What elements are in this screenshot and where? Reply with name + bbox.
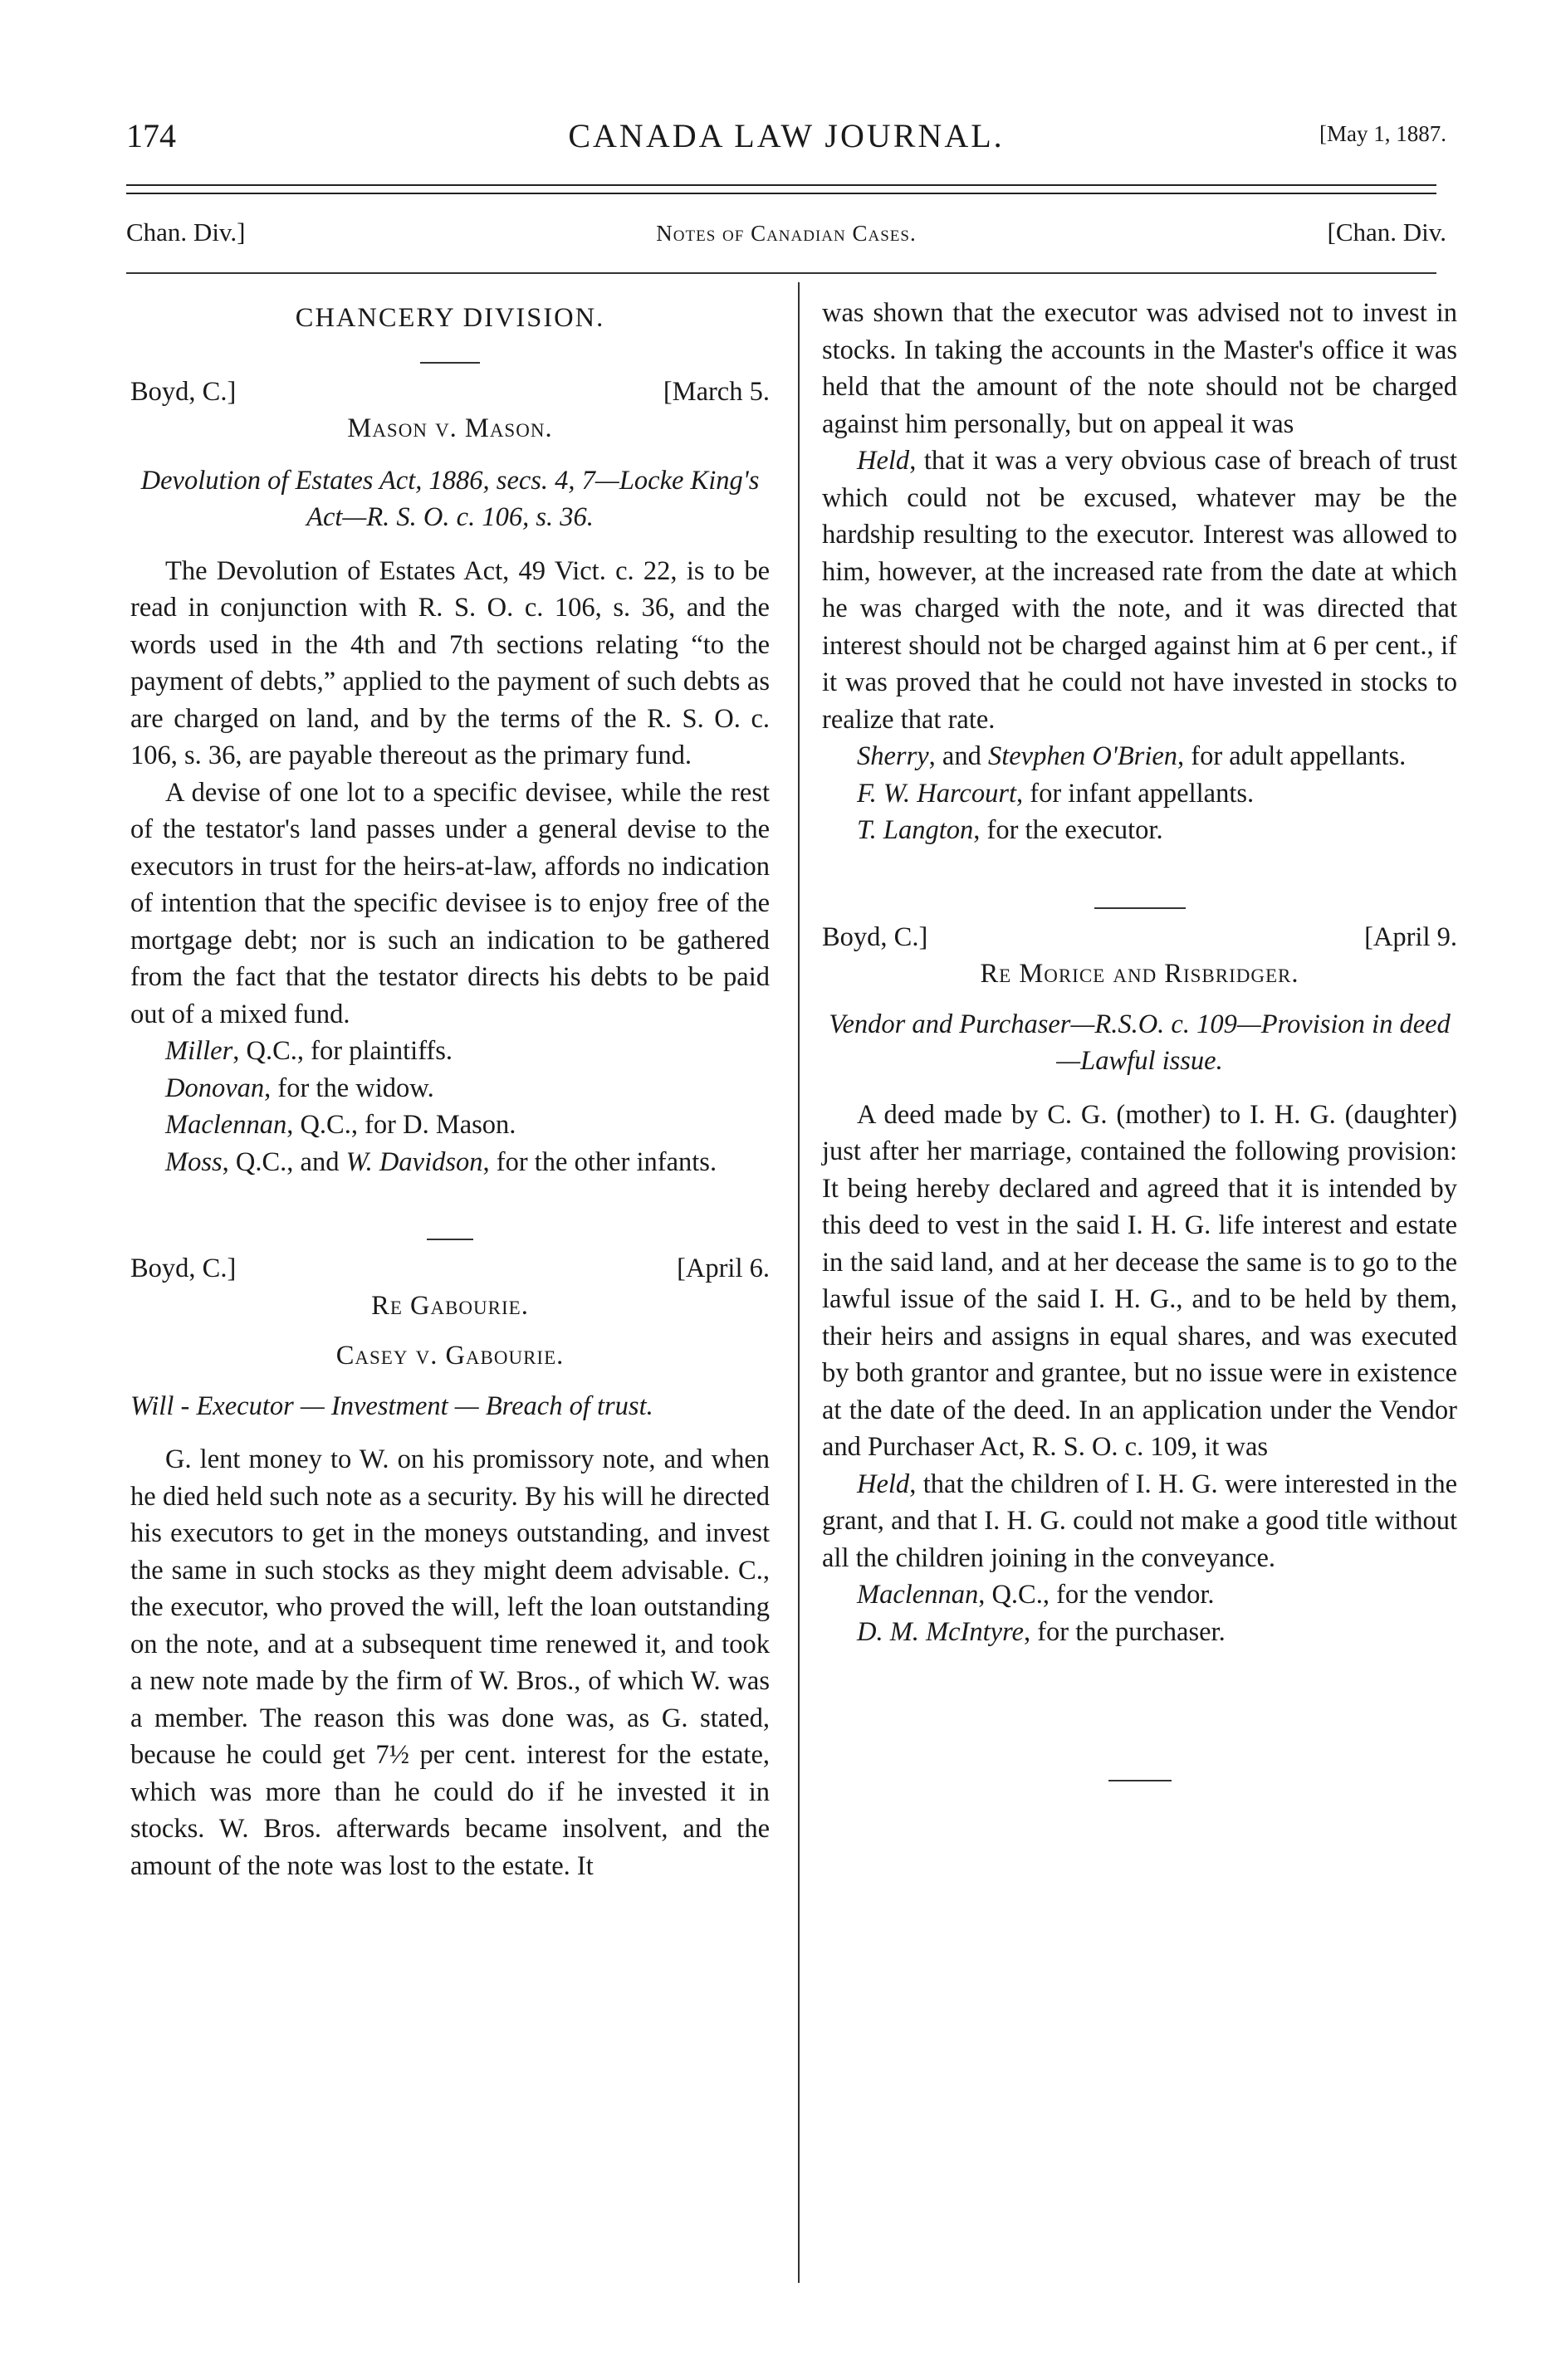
counsel-name: Maclennan	[857, 1580, 979, 1610]
holding-paragraph	[822, 1466, 1457, 1577]
counsel-role: , for the executor.	[973, 815, 1163, 845]
counsel-line	[822, 738, 1457, 775]
holding-text: , that it was a very obvious case of breach of trust which could not be excused, whatever may be the hardship resulting to the executor. Interest was allowed to him, however, at the increased rate from the date at which he was charged with the note, and it was directed that interest should not be charged against him at 6 per cent., if it was proved that he could not have invested in stocks to realize that rate.	[822, 446, 1457, 735]
column-divider	[798, 282, 800, 2283]
case-paragraph: A deed made by C. G. (mother) to I. H. G. (daughter) just after her marriage, contained the following provision: It being hereby declared and agreed that it is intended by this deed to vest in the said I. H. G. life interest and estate in the said land, and at her decease the same is to go to the lawful issue of the said I. H. G., and to be held by them, their heirs and assigns in equal shares, and was executed by both grantor and grantee, but no issue were in existence at the date of the deed. In an application under the Vendor and Purchaser Act, R. S. O. c. 109, it was	[822, 1099, 1457, 1462]
case-paragraph: G. lent money to W. on his promissory note, and when he died held such note as a security. By his will he directed his executors to get in the moneys outstanding, and invest the same in such stocks as they might deem advisable. C., the executor, who proved the will, left the loan outstanding on the note, and at a subsequent time renewed it, and took a new note made by the firm of W. Bros., of which W. was a member. The reason this was done was, as G. stated, because he could get 7½ per cent. interest for the estate, which was more than he could do if he invested it in stocks. W. Bros. afterwards became insolvent, and the amount of the note was lost to the estate. It	[130, 1444, 770, 1881]
issue-date: [May 1, 1887.	[1319, 121, 1446, 146]
case-title: Re Gabourie.	[371, 1290, 529, 1321]
counsel-name: Donovan	[165, 1073, 265, 1103]
case-judge-line	[130, 1250, 770, 1288]
case-judge-line	[822, 919, 1457, 956]
counsel-conjunction: , Q.C., and	[222, 1146, 346, 1177]
section-rule	[126, 272, 1436, 274]
counsel-line	[822, 1576, 1457, 1614]
counsel-line	[130, 1033, 770, 1070]
case-headnote: Devolution of Estates Act, 1886, secs. 4, 7—Locke King's Act—R. S. O. c. 106, s. 36.	[140, 465, 760, 532]
counsel-name: Miller	[165, 1036, 233, 1066]
left-column	[130, 295, 770, 1884]
counsel-line	[130, 1070, 770, 1107]
decision-date: [March 5.	[663, 376, 770, 407]
running-head	[126, 116, 1446, 166]
case-paragraph: The Devolution of Estates Act, 49 Vict. c. 22, is to be read in conjunction with R. S. O. c. 106, s. 36, and the words used in the 4th and 7th sections relating “to the payment of debts,” applied to the payment of such debts as are charged on land, and by the terms of the R. S. O. c. 106, s. 36, are payable thereout as the primary fund.	[130, 555, 770, 770]
short-rule	[1094, 907, 1186, 909]
decision-date: [April 6.	[677, 1254, 770, 1283]
short-rule	[427, 1239, 473, 1240]
counsel-line	[822, 812, 1457, 849]
division-heading: CHANCERY DIVISION.	[295, 303, 605, 333]
holding-text: , that the children of I. H. G. were interested in the grant, and that I. H. G. could not make a good title without all the children joining in the conveyance.	[822, 1469, 1457, 1573]
case-headnote: Vendor and Purchaser—R.S.O. c. 109—Provision in deed—Lawful issue.	[829, 1009, 1451, 1076]
counsel-role: , for the other infants.	[482, 1146, 717, 1177]
journal-title: CANADA LAW JOURNAL.	[568, 117, 1005, 154]
counsel-role: , for the widow.	[264, 1073, 434, 1103]
counsel-role: , Q.C., for the vendor.	[978, 1580, 1215, 1610]
counsel-line	[130, 1144, 770, 1181]
short-rule	[420, 362, 480, 364]
case-paragraph: A devise of one lot to a specific devisee, while the rest of the testator's land passes under a general devise to the executors in trust for the heirs-at-law, affords no indication of intention that the specific devisee is to enjoy free of the mortgage debt; nor is such an indication to be gathered from the fact that the testator directs his debts to be paid out of a mixed fund.	[130, 777, 770, 1029]
held-word: Held	[857, 446, 910, 476]
counsel-role: , for adult appellants.	[1177, 741, 1407, 771]
counsel-role: , for the purchaser.	[1023, 1616, 1226, 1647]
counsel-name: F. W. Harcourt	[857, 778, 1017, 809]
held-word: Held	[857, 1469, 910, 1499]
holding-paragraph	[822, 442, 1457, 738]
case-judge-line	[130, 374, 770, 411]
page-number: 174	[126, 117, 176, 154]
counsel-name: Stevphen O'Brien	[987, 741, 1178, 771]
counsel-line	[822, 1614, 1457, 1651]
counsel-name: T. Langton	[857, 815, 974, 845]
counsel-name: W. Davidson	[345, 1146, 483, 1177]
counsel-line	[822, 775, 1457, 813]
counsel-line	[130, 1107, 770, 1144]
case-title: Casey v. Gabourie.	[335, 1341, 565, 1371]
judge: Boyd, C.]	[130, 1254, 237, 1283]
section-head	[126, 217, 1446, 255]
header-double-rule	[126, 184, 1436, 194]
counsel-conjunction: , and	[928, 741, 988, 771]
left-court-label: Chan. Div.]	[126, 217, 246, 247]
counsel-name: Maclennan	[165, 1110, 287, 1140]
right-court-label: [Chan. Div.	[1327, 217, 1446, 247]
counsel-name: D. M. McIntyre	[857, 1616, 1024, 1647]
case-paragraph: was shown that the executor was advised not to invest in stocks. In taking the accounts in the Master's office it was held that the amount of the note should not be charged against him personally, but on appeal it was	[822, 298, 1457, 439]
counsel-name: Moss	[165, 1146, 223, 1177]
decision-date: [April 9.	[1364, 921, 1457, 952]
case-headnote: Will - Executor — Investment — Breach of trust.	[130, 1390, 653, 1421]
counsel-role: , for infant appellants.	[1016, 778, 1255, 809]
counsel-name: Sherry	[857, 741, 929, 771]
case-title: Mason v. Mason.	[347, 413, 553, 443]
counsel-role: , Q.C., for D. Mason.	[286, 1110, 516, 1140]
case-title: Re Morice and Risbridger.	[980, 959, 1299, 989]
section-title: Notes of Canadian Cases.	[656, 221, 917, 246]
counsel-role: , Q.C., for plaintiffs.	[232, 1036, 453, 1066]
short-rule	[1108, 1780, 1172, 1781]
judge: Boyd, C.]	[822, 921, 928, 952]
judge: Boyd, C.]	[130, 376, 237, 407]
right-column	[822, 295, 1457, 1781]
